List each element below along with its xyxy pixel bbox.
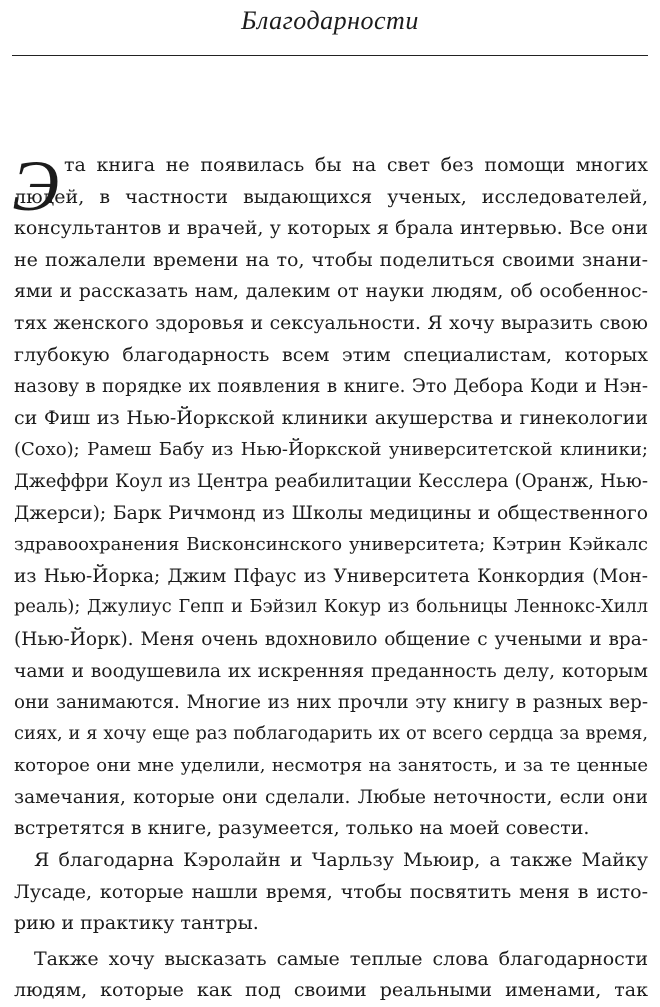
running-header: [0, 0, 660, 56]
text-line: рию и практику тантры.: [14, 912, 259, 935]
text-line: Джерси); Барк Ричмонд из Школы медицины и общественного: [14, 502, 648, 524]
text-line: (Нью-Йорк). Меня очень вдохновило общение с учеными и вра-: [14, 628, 648, 650]
text-line: консультантов и врачей, у которых я брала интервью. Все они: [14, 217, 648, 240]
text-line: не пожалели времени на то, чтобы поделиться своими знани-: [14, 248, 648, 271]
text-line: они занимаются. Многие из них прочли эту книгу в разных вер-: [14, 692, 648, 714]
text-line: здравоохранения Висконсинского университета; Кэтрин Кэйкалс: [14, 534, 648, 556]
paragraph-1: [12, 146, 648, 845]
text-line: реаль); Джулиус Гепп и Бэйзил Кокур из больницы Леннокс-Хилл: [14, 597, 648, 618]
text-line: из Нью-Йорка; Джим Пфаус из Университета Конкордия (Мон-: [14, 565, 648, 587]
header-rule: [12, 55, 648, 56]
paragraph-2: [14, 845, 648, 940]
text-line: Лусаде, которые нашли время, чтобы посвятить меня в исто-: [14, 880, 648, 903]
text-line: которое они мне уделили, несмотря на занятость, и за те ценные: [14, 755, 648, 777]
text-line: Джеффри Коул из Центра реабилитации Кесслера (Оранж, Нью-: [14, 470, 648, 492]
text-line: си Фиш из Нью-Йоркской клиники акушерства и гинекологии: [14, 406, 648, 429]
text-line: тях женского здоровья и сексуальности. Я хочу выразить свою: [14, 312, 648, 334]
body-text: [12, 146, 648, 1007]
text-line: Я благодарна Кэролайн и Чарльзу Мьюир, а также Майку: [34, 849, 648, 872]
text-line: глубокую благодарность всем этим специалистам, которых: [14, 343, 648, 366]
text-line: сиях, и я хочу еще раз поблагодарить их от всего сердца за время,: [14, 723, 648, 744]
text-line: чами и воодушевила их искренняя преданность делу, которым: [14, 660, 648, 682]
text-line: Также хочу высказать самые теплые слова благодарности: [34, 947, 648, 970]
text-line: встретятся в книге, разумеется, только на моей совести.: [14, 817, 590, 840]
text-line: ями и рассказать нам, далеким от науки людям, об особеннос-: [14, 281, 648, 303]
text-line: людям, которые как под своими реальными именами, так: [14, 979, 648, 1002]
page-title: Благодарности: [241, 6, 419, 35]
text-line: назову в порядке их появления в книге. Это Дебора Коди и Нэн-: [14, 376, 648, 398]
text-line: замечания, которые они сделали. Любые неточности, если они: [14, 786, 648, 808]
paragraph-3: [14, 944, 648, 1007]
text-line: людей, в частности выдающихся ученых, исследователей,: [14, 185, 648, 208]
text-line: (Сохо); Рамеш Бабу из Нью-Йоркской университетской клиники;: [14, 439, 648, 461]
text-line: та книга не появилась бы на свет без помощи многих: [64, 154, 648, 176]
drop-cap: Э: [12, 146, 60, 226]
